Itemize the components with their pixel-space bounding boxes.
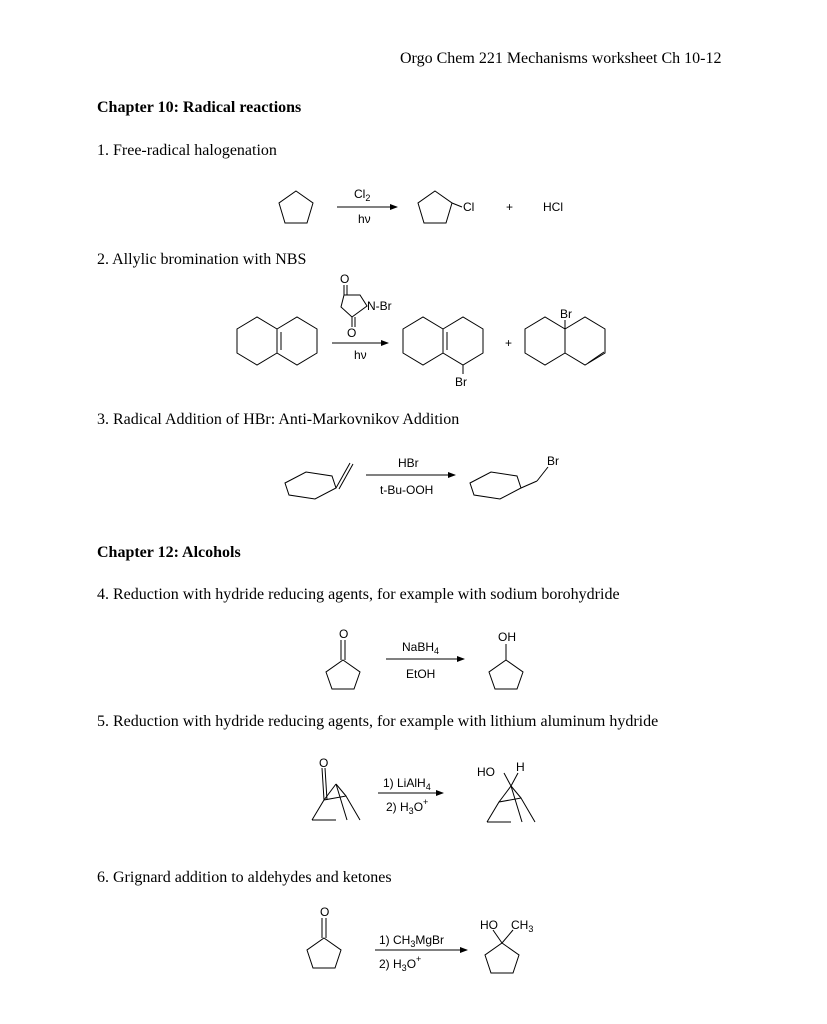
- cyclopentanone: [326, 627, 360, 689]
- bromomethylcyclohexane: [470, 454, 559, 499]
- alcohol-ho-6: HO: [480, 918, 498, 932]
- chapter-10-heading: Chapter 10: Radical reactions: [97, 99, 302, 116]
- alcohol-ho-5: HO: [477, 765, 495, 779]
- nbs-reagent: [340, 272, 392, 340]
- chlorocyclopentane: [418, 191, 452, 223]
- plus-1: +: [506, 200, 514, 214]
- reagent-h3o-5: 2) $H_3O^+$: [386, 797, 429, 816]
- reagent-nabh4: NaBH$_4$: [402, 640, 440, 656]
- cyclopentanol: [489, 630, 523, 689]
- item-1-label: 1. Free-radical halogenation: [97, 142, 277, 159]
- norcamphor-ketone: [312, 756, 360, 820]
- cyclopentane-reactant: [279, 191, 313, 223]
- reagent-hbr: HBr: [398, 456, 419, 470]
- nbs-o-top: O: [340, 272, 350, 286]
- item-6-label: 6. Grignard addition to aldehydes and ketones: [97, 869, 392, 886]
- reagent-hv-1: hν: [358, 212, 371, 226]
- product2-br: Br: [560, 307, 572, 321]
- ketone-o-5: O: [319, 756, 329, 770]
- reagent-cl2: $Cl_2$: [354, 187, 371, 203]
- product-cl: Cl: [463, 200, 475, 214]
- scheme-3: [285, 454, 559, 499]
- allylic-bromide-product: [403, 317, 483, 389]
- product1-br: Br: [455, 375, 467, 389]
- item-2-label: 2. Allylic bromination with NBS: [97, 251, 307, 268]
- reagent-hv-2: hν: [354, 348, 367, 362]
- rearranged-bromide-product: [525, 307, 605, 365]
- reagent-etoh: EtOH: [406, 667, 436, 681]
- nbs-n-br: N-Br: [367, 299, 392, 313]
- worksheet-title: Orgo Chem 221 Mechanisms worksheet Ch 10-12: [400, 50, 722, 67]
- scheme-2: [237, 272, 605, 389]
- methyl-ch3-6: $CH_3$: [511, 918, 534, 934]
- nbs-o-bottom: O: [347, 326, 357, 340]
- norborneol-product: [477, 760, 535, 822]
- octalin-reactant: [237, 317, 317, 365]
- scheme-6: [307, 905, 533, 973]
- item-4-label: 4. Reduction with hydride reducing agents, for example with sodium borohydride: [97, 586, 620, 603]
- c-cl-bond: [452, 203, 462, 207]
- reagent-grignard: 1) $CH_3MgBr$: [379, 933, 445, 949]
- tertiary-alcohol-product: [480, 918, 533, 973]
- scheme-4: [326, 627, 523, 689]
- product-br-3: Br: [547, 454, 559, 468]
- ketone-o-4: O: [339, 627, 349, 641]
- ketone-o-6: O: [320, 905, 330, 919]
- reagent-h3o-6: 2) $H_3O^+$: [379, 954, 422, 973]
- scheme-1: [279, 187, 563, 226]
- cyclopentanone-6: [307, 905, 341, 968]
- byproduct-hcl: HCl: [543, 200, 563, 214]
- item-5-label: 5. Reduction with hydride reducing agents, for example with lithium aluminum hydride: [97, 713, 659, 730]
- methylenecyclohexane: [285, 463, 353, 499]
- scheme-5: [312, 756, 535, 822]
- item-3-label: 3. Radical Addition of HBr: Anti-Markovnikov Addition: [97, 411, 460, 428]
- reagent-lialh4: 1) LiAlH$_4$: [383, 776, 431, 792]
- reagent-tbuooh: t-Bu-OOH: [380, 483, 434, 497]
- plus-2: +: [505, 336, 513, 350]
- hydrogen-5: H: [516, 760, 525, 774]
- chapter-12-heading: Chapter 12: Alcohols: [97, 544, 241, 561]
- alcohol-oh-4: OH: [498, 630, 516, 644]
